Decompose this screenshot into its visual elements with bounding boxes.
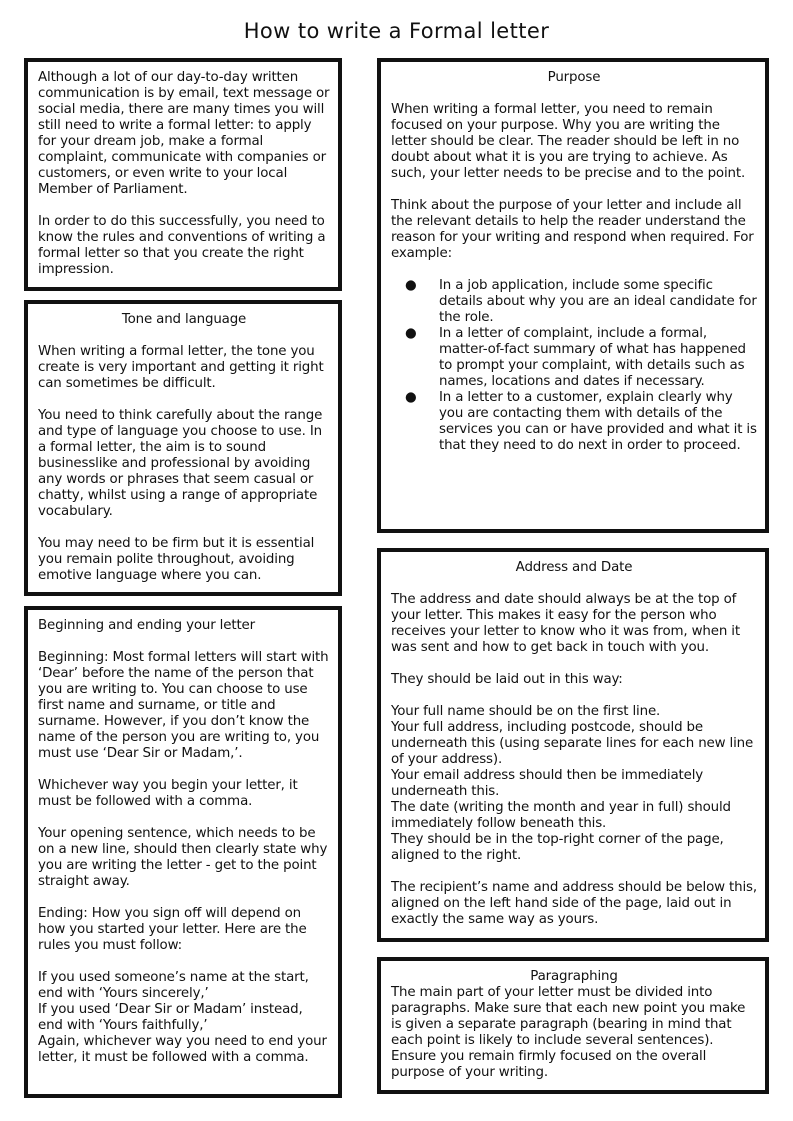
address-and-date-box	[377, 548, 769, 942]
beginning-and-ending-box	[24, 606, 342, 1098]
list-item-text: In a job application, include some specific details about why you are an ideal candidate for the role.	[439, 278, 757, 325]
tone-paragraph: You need to think carefully about the range and type of language you choose to use. In a formal letter, the aim is to sound businesslike and professional by avoiding any words or phrases that seem casual or chatty, whilst using a range of appropriate vocabulary.	[38, 408, 323, 519]
address-paragraph: The address and date should always be at the top of your letter. This makes it easy for the person who receives your letter to know who it was from, when it was sent and how to get back in touch with you.	[391, 592, 740, 655]
intro-paragraph: Although a lot of our day-to-day written communication is by email, text message or social media, there are many times you will still need to write a formal letter: to apply for your dream job, make a formal complaint, communicate with companies or customers, or even write to your local Member of Parliament.	[38, 70, 330, 197]
purpose-paragraph: Think about the purpose of your letter and include all the relevant details to help the reader understand the reason for your writing and respond when required. For example:	[391, 198, 754, 261]
sign-off-rule: Again, whichever way you need to end your letter, it must be followed with a comma.	[38, 1034, 327, 1065]
bullet-icon: ●	[405, 390, 417, 405]
bullet-icon: ●	[405, 326, 417, 341]
section-heading: Address and Date	[515, 560, 633, 575]
purpose-paragraph: When writing a formal letter, you need to remain focused on your purpose. Why you are writing the letter should be clear. The reader should be left in no doubt about what it is you are trying to achieve. As such, your letter needs to be precise and to the point.	[391, 102, 746, 181]
list-item-text: In a letter to a customer, explain clearly why you are contacting them with details of the services you can or have provided and what it is that they need to do next in order to proceed.	[439, 390, 757, 453]
purpose-example-list	[391, 278, 757, 454]
sign-off-rule: If you used ‘Dear Sir or Madam’ instead, end with ‘Yours faithfully,’	[38, 1002, 303, 1033]
layout-line: They should be in the top-right corner of the page, aligned to the right.	[391, 832, 724, 863]
layout-line: The date (writing the month and year in full) should immediately follow beneath this.	[391, 800, 731, 831]
sign-off-rule: If you used someone’s name at the start, end with ‘Yours sincerely,’	[38, 970, 309, 1001]
layout-line: Your email address should then be immediately underneath this.	[391, 768, 704, 799]
paragraphing-text: The main part of your letter must be divided into paragraphs. Make sure that each new point you make is given a separate paragraph (bearing in mind that each point is likely to include several sentences). Ensure you remain firmly focused on the overall purpose of your writing.	[391, 985, 746, 1080]
layout-line: Your full address, including postcode, should be underneath this (using separate lines for each new line of your address).	[391, 720, 754, 767]
section-heading: Purpose	[547, 70, 601, 85]
beginning-paragraph: Whichever way you begin your letter, it must be followed with a comma.	[38, 778, 298, 809]
purpose-box	[377, 58, 769, 533]
tone-and-language-box	[24, 300, 342, 596]
address-paragraph: The recipient’s name and address should be below this, aligned on the left hand side of the page, laid out in exactly the same way as yours.	[391, 880, 757, 927]
bullet-icon: ●	[405, 278, 417, 293]
intro-paragraph: In order to do this successfully, you need to know the rules and conventions of writing a formal letter so that you create the right impression.	[38, 214, 326, 277]
section-heading: Tone and language	[121, 312, 247, 327]
address-paragraph: They should be laid out in this way:	[391, 672, 623, 687]
section-heading: Paragraphing	[530, 969, 618, 984]
layout-line: Your full name should be on the first line.	[391, 704, 661, 719]
tone-paragraph: You may need to be firm but it is essential you remain polite throughout, avoiding emotive language where you can.	[38, 536, 315, 583]
list-item	[391, 278, 757, 326]
list-item	[391, 326, 757, 390]
beginning-paragraph: Beginning: Most formal letters will start with ‘Dear’ before the name of the person that you are writing to. You can choose to use first name and surname, or title and surname. However, if you don’t know the name of the person you are writing to, you must use ‘Dear Sir or Madam,’.	[38, 650, 329, 761]
paragraphing-box	[377, 957, 769, 1094]
intro-box	[24, 58, 342, 291]
list-item	[391, 390, 757, 454]
beginning-paragraph: Ending: How you sign off will depend on how you started your letter. Here are the rules you must follow:	[38, 906, 307, 953]
tone-paragraph: When writing a formal letter, the tone you create is very important and getting it right can sometimes be difficult.	[38, 344, 324, 391]
section-heading: Beginning and ending your letter	[38, 618, 255, 633]
list-item-text: In a letter of complaint, include a formal, matter-of-fact summary of what has happened to prompt your complaint, with details such as names, locations and dates if necessary.	[439, 326, 746, 389]
page-title: How to write a Formal letter	[243, 19, 550, 43]
beginning-paragraph: Your opening sentence, which needs to be on a new line, should then clearly state why you are writing the letter - get to the point straight away.	[38, 826, 328, 889]
